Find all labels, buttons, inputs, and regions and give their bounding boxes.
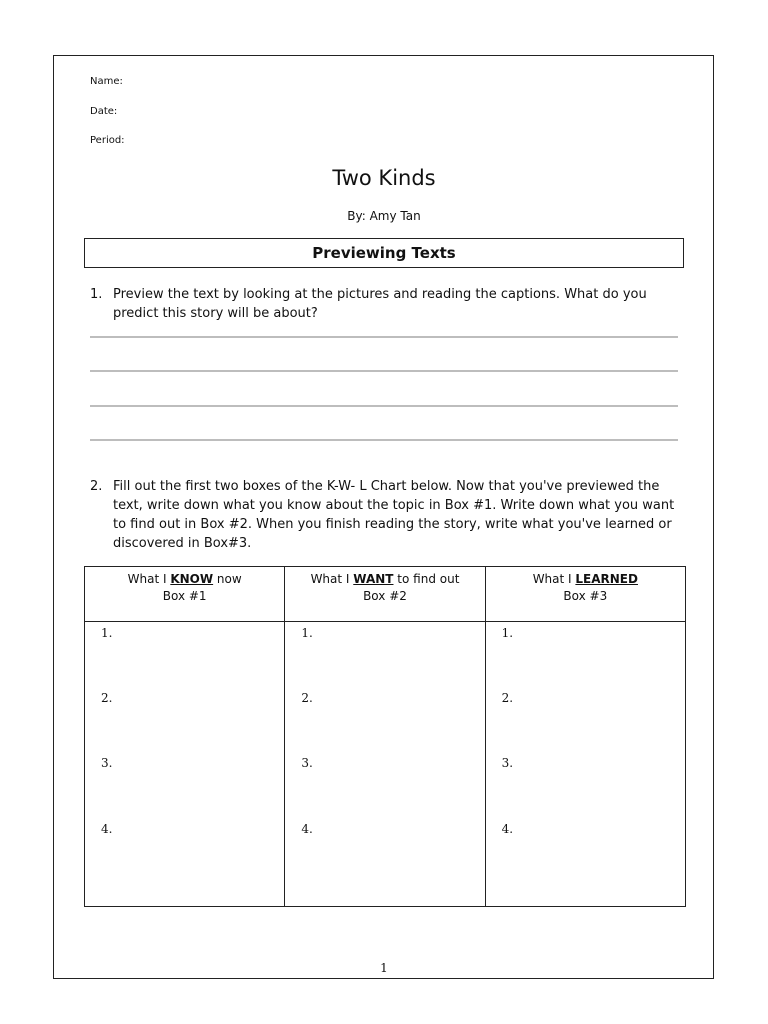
list-item: 1. <box>301 626 313 640</box>
answer-line[interactable] <box>90 439 678 441</box>
author-line: By: Amy Tan <box>347 209 421 223</box>
box-1-label: Box #1 <box>162 589 207 603</box>
question-1-text: Preview the text by looking at the pictures and reading the captions. What do you predict this story will be about? <box>113 287 647 321</box>
box-3-label: Box #3 <box>563 589 608 603</box>
list-item: 3. <box>501 756 514 770</box>
page-number: 1 <box>380 961 388 975</box>
question-2-number: 2. <box>90 479 103 494</box>
section-heading-box <box>84 238 684 268</box>
question-2 <box>90 477 680 553</box>
kwl-body-row <box>85 622 686 907</box>
kwl-chart <box>84 566 686 907</box>
answer-line[interactable] <box>90 336 678 338</box>
want-keyword: WANT <box>353 572 394 586</box>
learned-keyword: LEARNED <box>575 572 638 586</box>
list-item: 4. <box>501 822 514 836</box>
answer-line[interactable] <box>90 405 678 407</box>
list-item: 3. <box>101 756 113 770</box>
kwl-box-2[interactable] <box>285 622 485 907</box>
section-heading: Previewing Texts <box>312 244 456 262</box>
list-item: 1. <box>101 626 113 640</box>
list-item: 2. <box>301 691 313 705</box>
kwl-header-know: What I KNOW now Box #1 <box>85 567 285 622</box>
kwl-box-3[interactable] <box>485 622 685 907</box>
date-label: Date: <box>90 106 118 117</box>
list-item: 2. <box>501 691 514 705</box>
kwl-header-want: What I WANT to find out Box #2 <box>285 567 485 622</box>
list-item: 2. <box>101 691 113 705</box>
question-2-text: Fill out the first two boxes of the K-W- L Chart below. Now that you've previewed the text, write down what you know about the topic in Box #1. Write down what you want to find out in Box #2. When you finish reading the story, write what you've learned or discovered in Box#3. <box>113 479 675 551</box>
list-item: 3. <box>301 756 313 770</box>
box-2-label: Box #2 <box>363 589 407 603</box>
know-keyword: KNOW <box>170 572 214 586</box>
document-title: Two Kinds <box>332 166 436 190</box>
kwl-header-learned: What I LEARNED Box #3 <box>485 567 685 622</box>
list-item: 4. <box>301 822 313 836</box>
question-1 <box>90 285 680 323</box>
list-item: 1. <box>501 626 514 640</box>
question-1-number: 1. <box>90 287 103 302</box>
name-label: Name: <box>90 76 123 87</box>
kwl-box-1[interactable] <box>85 622 285 907</box>
answer-line[interactable] <box>90 370 678 372</box>
period-label: Period: <box>90 135 125 146</box>
list-item: 4. <box>101 822 113 836</box>
kwl-header-row <box>85 567 686 622</box>
